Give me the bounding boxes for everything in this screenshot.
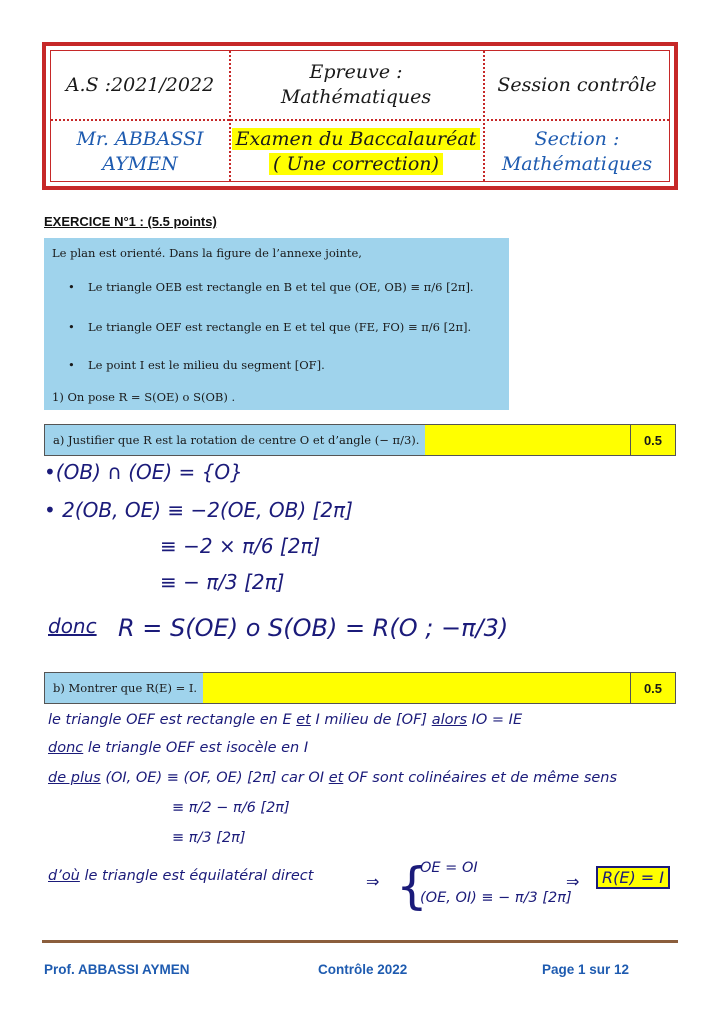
footer-page: Page 1 sur 12 (542, 962, 630, 977)
final-result-box: R(E) = I (596, 868, 670, 887)
answer-b-line-2: donc le triangle OEF est isocèle en I (48, 740, 309, 756)
answer-b-line-6: d’où le triangle est équilatéral direct (48, 868, 314, 884)
answer-b-line-5: ≡ π/3 [2π] (172, 830, 246, 846)
statement-bullet-1: • Le triangle OEB est rectangle en B et tel que (OE, OB) ≡ π/6 [2π]. (88, 280, 474, 294)
session-label: Session contrôle (497, 73, 657, 96)
answer-a-line-2: • 2(OB, OE) ≡ −2(OE, OB) [2π] (44, 498, 353, 522)
answer-a-line-1: •(OB) ∩ (OE) = {O} (44, 460, 243, 484)
question-a-points: 0.5 (630, 425, 675, 455)
statement-intro: Le plan est orienté. Dans la figure de l’annexe jointe, (52, 246, 362, 260)
system-line-2: (OE, OI) ≡ − π/3 [2π] (420, 890, 572, 906)
exam-subject: Epreuve : Mathématiques (280, 61, 432, 108)
answer-b-line-4: ≡ π/2 − π/6 [2π] (172, 800, 290, 816)
answer-a-line-4: ≡ − π/3 [2π] (160, 570, 285, 594)
system-brace: { (396, 857, 428, 915)
answer-a-donc: donc (48, 614, 97, 638)
statement-bullet-3: • Le point I est le milieu du segment [OF]. (88, 358, 325, 372)
section-label: Section : Mathématiques (501, 128, 653, 175)
question-a-bar (44, 424, 676, 456)
implies-arrow-2: ⇒ (566, 872, 580, 891)
answer-b-line-1: le triangle OEF est rectangle en E et I milieu de [OF] alors IO = IE (48, 712, 523, 728)
school-year: A.S :2021/2022 (65, 73, 215, 96)
header-table (42, 42, 678, 190)
exam-title: Examen du Baccalauréat ( Une correction) (229, 119, 483, 185)
answer-a-conclusion: R = S(OE) o S(OB) = R(O ; −π/3) (118, 614, 509, 642)
statement-bullet-2: • Le triangle OEF est rectangle en E et tel que (FE, FO) ≡ π/6 [2π]. (88, 320, 471, 334)
answer-a-line-3: ≡ −2 × π/6 [2π] (160, 534, 321, 558)
question-b-text: b) Montrer que R(E) = I. (45, 673, 203, 703)
statement-question-1: 1) On pose R = S(OE) o S(OB) . (52, 390, 236, 404)
question-a-text: a) Justifier que R est la rotation de centre O et d’angle (− π/3). (45, 425, 425, 455)
question-b-points: 0.5 (630, 673, 675, 703)
answer-b-line-3: de plus (OI, OE) ≡ (OF, OE) [2π] car OI et OF sont colinéaires et de même sens (48, 770, 618, 786)
implies-arrow-1: ⇒ (366, 872, 380, 891)
footer-author: Prof. ABBASSI AYMEN (44, 962, 190, 977)
teacher-name: Mr. ABBASSI AYMEN (76, 128, 204, 175)
exercise-title: EXERCICE N°1 : (5.5 points) (44, 214, 217, 229)
footer-divider (42, 940, 678, 943)
exercise-statement (44, 238, 509, 410)
system-line-1: OE = OI (420, 860, 478, 876)
question-b-bar (44, 672, 676, 704)
footer-title: Contrôle 2022 (318, 962, 408, 977)
